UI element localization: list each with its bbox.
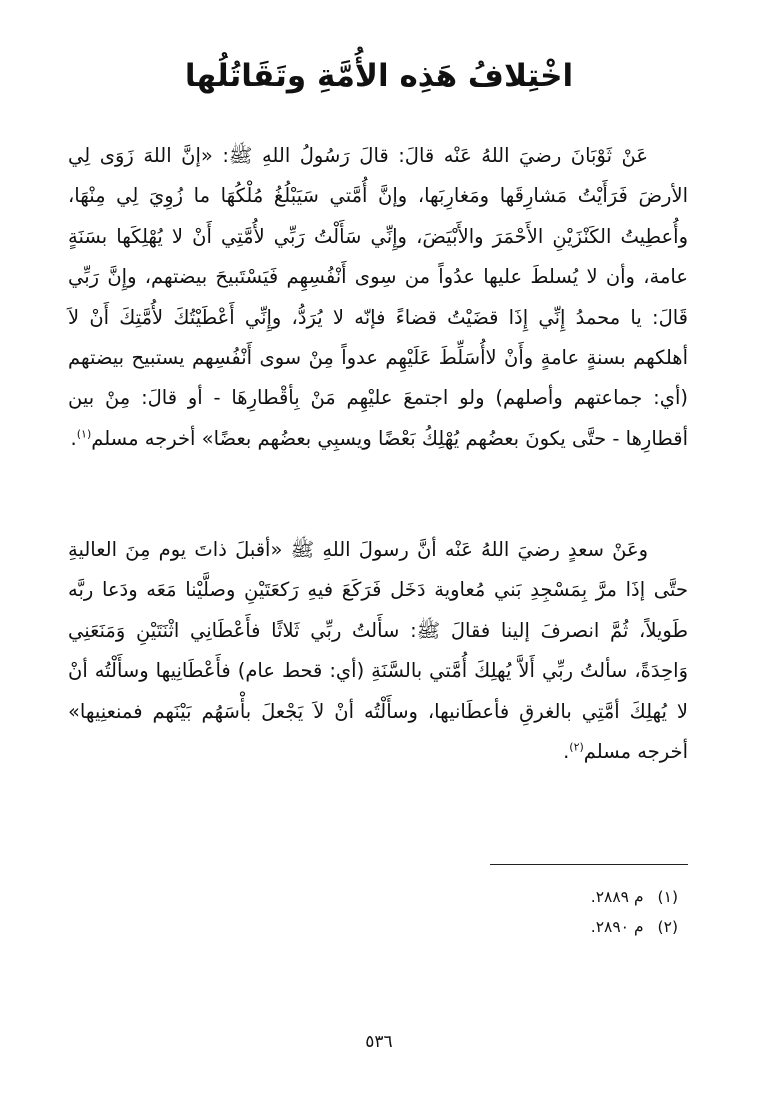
footnote-text: م ٢٨٨٩. [590, 888, 644, 906]
footnotes-list [591, 882, 678, 942]
page-number: ٥٣٦ [365, 1032, 393, 1052]
hadith-text-1: عَنْ ثَوْبَانَ رضيَ اللهُ عَنْه قالَ: قالَ رَسُولُ اللهِ ﷺ: «إنَّ اللهَ زَوَى لِي الأرضَ فَرَأَيْتُ مَشارِقَها ومَغارِبَها، وإنَّ أُمَّتي سَيَبْلُغُ مُلْكُهَا ما زُوِيَ لِي مِنْهَا، وأُعطِيتُ الكَنْزَيْنِ الأَحْمَرَ والأَبْيَضَ، وإِنِّي سَأَلْتُ رَبِّي لأُمَّتِي أَنْ لا يُهْلِكَها بسَنَةٍ عامة، وأن لا يُسلطَ عليها عدُواً من سِوى أَنْفُسِهِم فَيَسْتَبيحَ بيضتهم، وإِنَّ رَبِّي قَالَ: يا محمدُ إِنِّي إِذَا قضَيْتُ قضاءً فإنّه لا يُرَدُّ، وإِنِّي أَعْطَيْتُكَ لأُمَّتِكَ أَنْ لاَ أهلكهم بسنةٍ عامةٍ وأَنْ لاأُسَلِّطَ عَلَيْهِم عدواً مِنْ سوى أَنْفُسِهم يستبيح بيضتهم (أي: جماعتهم وأصلهم) ولو اجتمعَ عليْهِم مَنْ بِأقْطارِهَا - أو قالَ: مِنْ بين أقطارِها - حتَّى يكونَ بعضُهم يُهْلِكُ بَعْضًا ويسبِي بعضُهم بعضًا» أخرجه مسلم [68, 144, 688, 450]
footnote-item [591, 882, 678, 912]
footnote-divider [490, 864, 688, 865]
chapter-title: اخْتِلافُ هَذِه الأُمَّةِ وتَقَاتُلُها [184, 58, 574, 94]
hadith-text-2: وعَنْ سعدٍ رضيَ اللهُ عَنْه أنَّ رسولَ اللهِ ﷺ «أقبلَ ذاتَ يوم مِنَ العاليةِ حتَّى إذَا مرَّ بِمَسْجِدِ بَني مُعاوية دَخَل فَرَكَعَ فيهِ رَكعَتَيْنِ وصلَّيْنا مَعَه ودَعا ربَّه طَويلاً، ثُمَّ انصرفَ إلينا فقالَ ﷺ: سأَلتُ ربِّي ثَلاثًا فأَعْطَانِي اثْنَتَيْنِ وَمَنَعَنِي وَاحِدَةً، سألتُ ربِّي أَلاَّ يُهلِكَ أُمَّتي بالسَّنَةِ (أي: قحط عام) فأَعْطَانِيها وسأَلْتُه أنْ لا يُهلِكَ أمَّتِي بالغرقِ فأعطَانيها، وسأَلْتُه أنْ لاَ يَجْعلَ بأْسَهُم بَيْنَهم فمنعنِيها» أخرجه مسلم [68, 538, 688, 764]
footnote-text: م ٢٨٩٠. [590, 918, 644, 936]
footnote-number: (١) [657, 888, 678, 906]
footnote-number: (٢) [657, 918, 678, 936]
footnote-ref-1: (١) [76, 427, 92, 441]
footnote-ref-2: (٢) [569, 740, 584, 754]
footnote-item [591, 912, 678, 942]
hadith-paragraph-1: عَنْ ثَوْبَانَ رضيَ اللهُ عَنْه قالَ: قالَ رَسُولُ اللهِ ﷺ: «إنَّ اللهَ زَوَى لِي الأرضَ فَرَأَيْتُ مَشارِقَها ومَغارِبَها، وإنَّ أُمَّتي سَيَبْلُغُ مُلْكُهَا ما زُوِيَ لِي مِنْهَا، وأُعطِيتُ الكَنْزَيْنِ الأَحْمَرَ والأَبْيَضَ، وإِنِّي سَأَلْتُ رَبِّي لأُمَّتِي أَنْ لا يُهْلِكَها بسَنَةٍ عامة، وأن لا يُسلطَ عليها عدُواً من سِوى أَنْفُسِهِم فَيَسْتَبيحَ بيضتهم، وإِنَّ رَبِّي قَالَ: يا محمدُ إِنِّي إِذَا قضَيْتُ قضاءً فإنّه لا يُرَدُّ، وإِنِّي أَعْطَيْتُكَ لأُمَّتِكَ أَنْ لاَ أهلكهم بسنةٍ عامةٍ وأَنْ لاأُسَلِّطَ عَلَيْهِم عدواً مِنْ سوى أَنْفُسِهم يستبيح بيضتهم (أي: جماعتهم وأصلهم) ولو اجتمعَ عليْهِم مَنْ بِأقْطارِهَا - أو قالَ: مِنْ بين أقطارِها - حتَّى يكونَ بعضُهم يُهْلِكُ بَعْضًا ويسبِي بعضُهم بعضًا» أخرجه مسلم$^{(١)}$. [68, 144, 688, 450]
hadith-paragraph-2: وعَنْ سعدٍ رضيَ اللهُ عَنْه أنَّ رسولَ اللهِ ﷺ «أقبلَ ذاتَ يوم مِنَ العاليةِ حتَّى إذَا مرَّ بِمَسْجِدِ بَني مُعاوية دَخَل فَرَكَعَ فيهِ رَكعَتَيْنِ وصلَّيْنا مَعَه ودَعا ربَّه طَويلاً، ثُمَّ انصرفَ إلينا فقالَ ﷺ: سأَلتُ ربِّي ثَلاثًا فأَعْطَانِي اثْنَتَيْنِ وَمَنَعَنِي وَاحِدَةً، سألتُ ربِّي أَلاَّ يُهلِكَ أُمَّتي بالسَّنَةِ (أي: قحط عام) فأَعْطَانِيها وسأَلْتُه أنْ لا يُهلِكَ أمَّتِي بالغرقِ فأعطَانيها، وسأَلْتُه أنْ لاَ يَجْعلَ بأْسَهُم بَيْنَهم فمنعنِيها» أخرجه مسلم$^{(٢)}$. [68, 538, 688, 764]
